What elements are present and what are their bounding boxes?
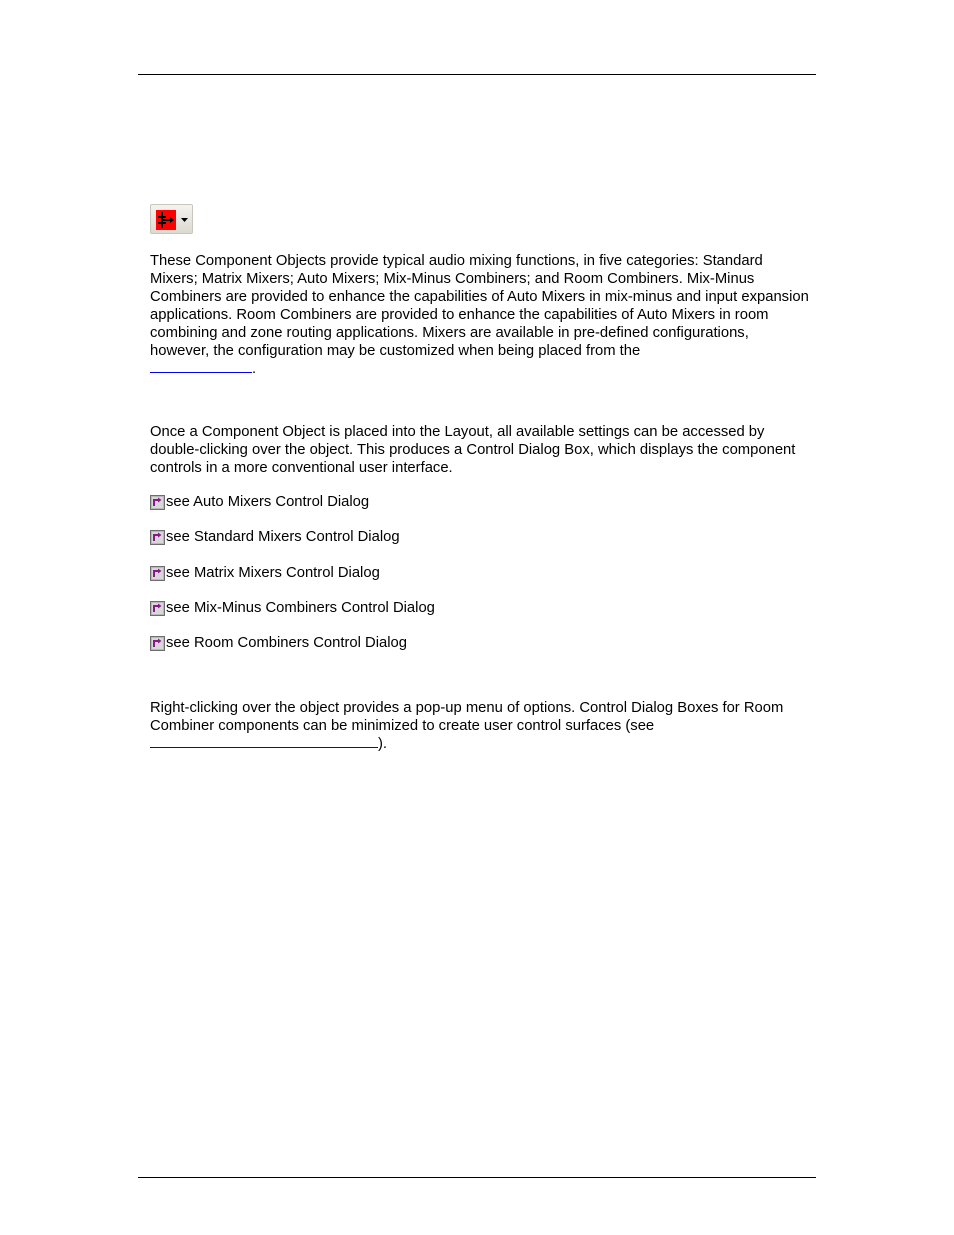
intro-paragraph [150, 252, 810, 378]
dialog-info-paragraph: Once a Component Object is placed into the Layout, all available settings can be accessed by double-clicking over the object. This produces a Control Dialog Box, which displays the component controls in a more conventional user interface. [150, 424, 796, 476]
control-surfaces-link[interactable] [150, 746, 378, 748]
see-link-label: see Standard Mixers Control Dialog [166, 529, 400, 545]
see-link-label: see Matrix Mixers Control Dialog [166, 565, 380, 581]
popup-info-paragraph [150, 699, 810, 753]
jump-link-icon [150, 566, 165, 581]
mixer-toolbar-button[interactable] [150, 204, 193, 234]
see-link-matrix-mixers[interactable] [150, 564, 380, 582]
see-link-label: see Mix-Minus Combiners Control Dialog [166, 600, 435, 616]
jump-link-icon [150, 530, 165, 545]
mixer-icon [156, 210, 176, 230]
footer-rule [138, 1177, 816, 1178]
chevron-down-icon[interactable] [181, 218, 188, 222]
jump-link-icon [150, 495, 165, 510]
see-link-auto-mixers[interactable] [150, 493, 369, 511]
intro-text: These Component Objects provide typical audio mixing functions, in five categories: Standard Mixers; Matrix Mixers; Auto Mixers; Mix-Minus Combiners; and Room Combiners. Mix-Minus Combiners are provided to enhance the capabilities of Auto Mixers in mix-minus and input expansion applications. Room Combiners are provided to enhance the capabilities of Auto Mixers in room combining and zone routing applications. Mixers are available in pre-defined configurations, however, the configuration may be customized when being placed from the [150, 253, 809, 359]
intro-trailing: . [252, 361, 257, 377]
jump-link-icon [150, 601, 165, 616]
see-link-mix-minus-combiners[interactable] [150, 599, 435, 617]
see-link-label: see Auto Mixers Control Dialog [166, 494, 370, 510]
see-link-standard-mixers[interactable] [150, 528, 400, 546]
popup-trailing: ). [378, 736, 388, 752]
popup-text: Right-clicking over the object provides a pop-up menu of options. Control Dialog Boxes for Room Combiner components can be minimized to create user control surfaces (see [150, 700, 784, 734]
jump-link-icon [150, 636, 165, 651]
header-rule [138, 74, 816, 75]
see-link-label: see Room Combiners Control Dialog [166, 635, 407, 651]
placement-link[interactable] [150, 371, 252, 373]
see-link-room-combiners[interactable] [150, 634, 407, 652]
